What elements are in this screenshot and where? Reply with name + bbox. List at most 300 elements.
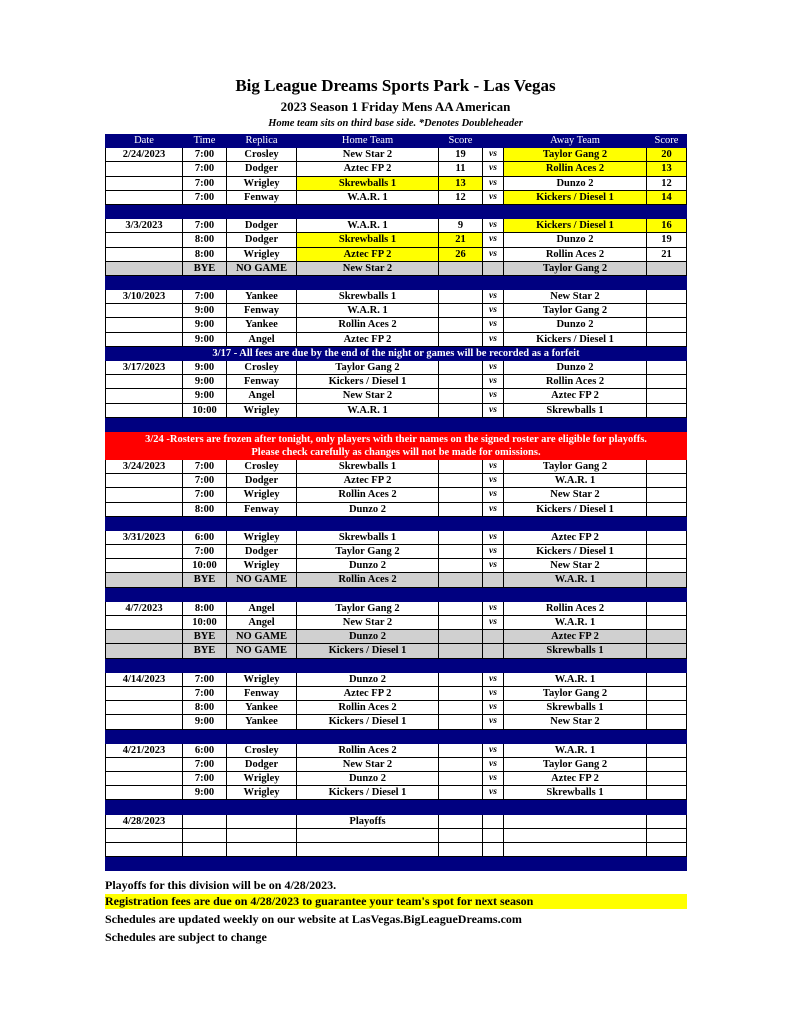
away-score-cell (647, 602, 687, 616)
date-cell (105, 545, 183, 559)
date-cell (105, 177, 183, 191)
home-score-cell: 19 (439, 148, 483, 162)
date-cell (105, 630, 183, 644)
away-team-cell: Skrewballs 1 (504, 644, 647, 658)
replica-cell: Wrigley (227, 673, 297, 687)
replica-cell: Wrigley (227, 488, 297, 502)
away-score-cell (647, 474, 687, 488)
date-cell (105, 559, 183, 573)
away-team-cell: W.A.R. 1 (504, 673, 647, 687)
home-team-cell: W.A.R. 1 (297, 304, 439, 318)
week-separator (105, 276, 687, 290)
column-header-home-team: Home Team (297, 134, 439, 148)
replica-cell: Crosley (227, 460, 297, 474)
roster-notice-line: Please check carefully as changes will not be made for omissions. (251, 446, 541, 458)
replica-cell: Yankee (227, 290, 297, 304)
home-team-cell: Aztec FP 2 (297, 248, 439, 262)
footer-registration: Registration fees are due on 4/28/2023 to guarantee your team's spot for next season (105, 894, 687, 909)
away-team-cell: Aztec FP 2 (504, 772, 647, 786)
home-score-cell (439, 545, 483, 559)
home-score-cell (439, 503, 483, 517)
date-cell (105, 701, 183, 715)
vs-cell: vs (483, 333, 504, 347)
date-cell (105, 304, 183, 318)
table-row (105, 404, 687, 418)
away-team-cell: W.A.R. 1 (504, 616, 647, 630)
vs-cell: vs (483, 786, 504, 800)
away-score-cell: 13 (647, 162, 687, 176)
column-header-home-score: Score (439, 134, 483, 148)
time-cell: BYE (183, 630, 227, 644)
home-team-cell: Taylor Gang 2 (297, 361, 439, 375)
replica-cell: Crosley (227, 148, 297, 162)
home-score-cell: 11 (439, 162, 483, 176)
home-score-cell: 9 (439, 219, 483, 233)
away-team-cell: Taylor Gang 2 (504, 687, 647, 701)
vs-cell: vs (483, 545, 504, 559)
time-cell (183, 843, 227, 857)
column-header-vs (483, 134, 504, 148)
time-cell: BYE (183, 262, 227, 276)
home-team-cell: Playoffs (297, 815, 439, 829)
week-separator (105, 659, 687, 673)
replica-cell: NO GAME (227, 630, 297, 644)
table-row (105, 531, 687, 545)
home-team-cell: Kickers / Diesel 1 (297, 644, 439, 658)
replica-cell: Wrigley (227, 248, 297, 262)
away-score-cell: 14 (647, 191, 687, 205)
home-team-cell: Kickers / Diesel 1 (297, 715, 439, 729)
away-team-cell: Dunzo 2 (504, 233, 647, 247)
date-cell (105, 687, 183, 701)
vs-cell: vs (483, 559, 504, 573)
home-score-cell (439, 460, 483, 474)
date-cell: 4/7/2023 (105, 602, 183, 616)
away-score-cell (647, 361, 687, 375)
vs-cell: vs (483, 248, 504, 262)
home-team-cell: Skrewballs 1 (297, 531, 439, 545)
date-cell: 4/14/2023 (105, 673, 183, 687)
replica-cell: Wrigley (227, 177, 297, 191)
table-row (105, 191, 687, 205)
home-score-cell (439, 701, 483, 715)
replica-cell: Fenway (227, 375, 297, 389)
away-score-cell (647, 573, 687, 587)
home-score-cell (439, 361, 483, 375)
replica-cell: Wrigley (227, 772, 297, 786)
replica-cell: Wrigley (227, 559, 297, 573)
replica-cell: Yankee (227, 701, 297, 715)
away-team-cell: Rollin Aces 2 (504, 162, 647, 176)
table-row (105, 772, 687, 786)
home-score-cell (439, 843, 483, 857)
home-team-cell: New Star 2 (297, 616, 439, 630)
date-cell (105, 262, 183, 276)
time-cell: 8:00 (183, 233, 227, 247)
table-row (105, 219, 687, 233)
table-row (105, 361, 687, 375)
table-header-row (105, 134, 687, 148)
table-row (105, 148, 687, 162)
time-cell: 7:00 (183, 488, 227, 502)
date-cell (105, 573, 183, 587)
replica-cell: Angel (227, 333, 297, 347)
bye-row (105, 644, 687, 658)
home-score-cell (439, 829, 483, 843)
vs-cell: vs (483, 290, 504, 304)
home-score-cell (439, 715, 483, 729)
date-cell (105, 162, 183, 176)
replica-cell: Wrigley (227, 404, 297, 418)
home-score-cell (439, 786, 483, 800)
away-score-cell (647, 786, 687, 800)
away-score-cell (647, 772, 687, 786)
time-cell: 10:00 (183, 559, 227, 573)
away-team-cell: Taylor Gang 2 (504, 148, 647, 162)
vs-cell: vs (483, 758, 504, 772)
vs-cell: vs (483, 361, 504, 375)
date-cell (105, 375, 183, 389)
away-score-cell (647, 673, 687, 687)
away-score-cell (647, 630, 687, 644)
replica-cell: Wrigley (227, 786, 297, 800)
replica-cell: Yankee (227, 715, 297, 729)
away-score-cell (647, 829, 687, 843)
time-cell: 7:00 (183, 191, 227, 205)
time-cell: 10:00 (183, 616, 227, 630)
home-team-cell: Dunzo 2 (297, 772, 439, 786)
home-team-cell: Kickers / Diesel 1 (297, 375, 439, 389)
replica-cell (227, 829, 297, 843)
away-team-cell: Skrewballs 1 (504, 701, 647, 715)
week-separator (105, 418, 687, 432)
column-header-time: Time (183, 134, 227, 148)
home-score-cell: 21 (439, 233, 483, 247)
replica-cell (227, 843, 297, 857)
away-team-cell (504, 843, 647, 857)
date-cell (105, 233, 183, 247)
time-cell: BYE (183, 644, 227, 658)
week-separator (105, 205, 687, 219)
away-team-cell: W.A.R. 1 (504, 474, 647, 488)
table-row (105, 815, 687, 829)
away-team-cell: Rollin Aces 2 (504, 248, 647, 262)
home-team-cell: Aztec FP 2 (297, 687, 439, 701)
time-cell: 8:00 (183, 602, 227, 616)
table-row (105, 545, 687, 559)
bye-row (105, 262, 687, 276)
table-row (105, 248, 687, 262)
home-team-cell: Skrewballs 1 (297, 460, 439, 474)
table-row (105, 715, 687, 729)
bye-row (105, 630, 687, 644)
table-row (105, 304, 687, 318)
replica-cell: Crosley (227, 361, 297, 375)
away-score-cell (647, 843, 687, 857)
home-team-cell: Kickers / Diesel 1 (297, 786, 439, 800)
time-cell: 9:00 (183, 786, 227, 800)
date-cell: 3/31/2023 (105, 531, 183, 545)
table-row (105, 233, 687, 247)
table-row (105, 843, 687, 857)
away-team-cell: Skrewballs 1 (504, 404, 647, 418)
away-score-cell (647, 687, 687, 701)
table-row (105, 829, 687, 843)
vs-cell: vs (483, 616, 504, 630)
date-cell (105, 758, 183, 772)
table-row (105, 687, 687, 701)
replica-cell: Fenway (227, 304, 297, 318)
away-team-cell: Skrewballs 1 (504, 786, 647, 800)
time-cell: 7:00 (183, 162, 227, 176)
replica-cell: NO GAME (227, 644, 297, 658)
table-row (105, 559, 687, 573)
home-score-cell (439, 375, 483, 389)
away-team-cell: Taylor Gang 2 (504, 262, 647, 276)
away-team-cell: Kickers / Diesel 1 (504, 545, 647, 559)
away-score-cell: 19 (647, 233, 687, 247)
home-score-cell (439, 616, 483, 630)
away-score-cell: 21 (647, 248, 687, 262)
week-separator (105, 857, 687, 871)
time-cell: 7:00 (183, 177, 227, 191)
home-team-cell (297, 829, 439, 843)
time-cell: 7:00 (183, 148, 227, 162)
away-team-cell: Aztec FP 2 (504, 630, 647, 644)
vs-cell: vs (483, 531, 504, 545)
replica-cell (227, 815, 297, 829)
away-team-cell: Aztec FP 2 (504, 531, 647, 545)
vs-cell: vs (483, 177, 504, 191)
home-score-cell: 26 (439, 248, 483, 262)
home-team-cell: Aztec FP 2 (297, 333, 439, 347)
home-team-cell: Rollin Aces 2 (297, 318, 439, 332)
away-score-cell (647, 290, 687, 304)
replica-cell: Angel (227, 389, 297, 403)
home-team-cell: New Star 2 (297, 148, 439, 162)
date-cell: 3/3/2023 (105, 219, 183, 233)
home-score-cell (439, 559, 483, 573)
roster-notice-line: 3/24 -Rosters are frozen after tonight, only players with their names on the signed roster are eligible for playoffs. (145, 433, 647, 445)
vs-cell: vs (483, 744, 504, 758)
away-team-cell: Taylor Gang 2 (504, 304, 647, 318)
home-team-cell: Dunzo 2 (297, 630, 439, 644)
home-team-cell: Dunzo 2 (297, 673, 439, 687)
home-score-cell (439, 488, 483, 502)
home-score-cell (439, 630, 483, 644)
away-team-cell: W.A.R. 1 (504, 744, 647, 758)
replica-cell: Angel (227, 616, 297, 630)
vs-cell: vs (483, 715, 504, 729)
time-cell: 8:00 (183, 248, 227, 262)
time-cell: BYE (183, 573, 227, 587)
replica-cell: Fenway (227, 503, 297, 517)
home-team-cell: Rollin Aces 2 (297, 573, 439, 587)
away-score-cell (647, 389, 687, 403)
replica-cell: Dodger (227, 233, 297, 247)
away-team-cell: New Star 2 (504, 715, 647, 729)
home-score-cell (439, 333, 483, 347)
replica-cell: Crosley (227, 744, 297, 758)
away-team-cell: Kickers / Diesel 1 (504, 219, 647, 233)
vs-cell: vs (483, 219, 504, 233)
vs-cell: vs (483, 318, 504, 332)
home-score-cell (439, 744, 483, 758)
home-score-cell (439, 687, 483, 701)
roster-notice-row (105, 432, 687, 460)
home-score-cell (439, 815, 483, 829)
vs-cell: vs (483, 375, 504, 389)
home-score-cell (439, 389, 483, 403)
home-score-cell (439, 290, 483, 304)
doubleheader-note: Home team sits on third base side. *Denotes Doubleheader (268, 118, 523, 129)
table-row (105, 744, 687, 758)
table-row (105, 786, 687, 800)
time-cell: 9:00 (183, 304, 227, 318)
bye-row (105, 573, 687, 587)
time-cell: 7:00 (183, 545, 227, 559)
away-score-cell (647, 545, 687, 559)
vs-cell: vs (483, 233, 504, 247)
column-header-replica: Replica (227, 134, 297, 148)
away-team-cell: Kickers / Diesel 1 (504, 503, 647, 517)
vs-cell: vs (483, 162, 504, 176)
home-team-cell: Taylor Gang 2 (297, 602, 439, 616)
date-cell: 4/21/2023 (105, 744, 183, 758)
date-cell (105, 715, 183, 729)
away-team-cell (504, 829, 647, 843)
table-row (105, 290, 687, 304)
away-team-cell: New Star 2 (504, 559, 647, 573)
away-score-cell (647, 262, 687, 276)
replica-cell: Dodger (227, 474, 297, 488)
away-score-cell (647, 644, 687, 658)
date-cell (105, 488, 183, 502)
away-team-cell: Aztec FP 2 (504, 389, 647, 403)
vs-cell: vs (483, 488, 504, 502)
time-cell: 9:00 (183, 333, 227, 347)
home-team-cell: Skrewballs 1 (297, 290, 439, 304)
time-cell: 7:00 (183, 772, 227, 786)
vs-cell (483, 262, 504, 276)
home-team-cell: New Star 2 (297, 758, 439, 772)
home-score-cell (439, 644, 483, 658)
away-score-cell: 12 (647, 177, 687, 191)
vs-cell: vs (483, 304, 504, 318)
away-score-cell (647, 715, 687, 729)
table-row (105, 460, 687, 474)
date-cell (105, 248, 183, 262)
away-score-cell (647, 488, 687, 502)
away-score-cell: 16 (647, 219, 687, 233)
away-team-cell: Kickers / Diesel 1 (504, 191, 647, 205)
table-row (105, 503, 687, 517)
table-row (105, 474, 687, 488)
away-score-cell (647, 744, 687, 758)
week-separator (105, 800, 687, 814)
away-team-cell: Dunzo 2 (504, 318, 647, 332)
away-score-cell (647, 559, 687, 573)
date-cell: 4/28/2023 (105, 815, 183, 829)
table-row (105, 177, 687, 191)
away-team-cell: Rollin Aces 2 (504, 375, 647, 389)
home-score-cell: 13 (439, 177, 483, 191)
vs-cell (483, 630, 504, 644)
away-score-cell (647, 318, 687, 332)
home-team-cell: W.A.R. 1 (297, 404, 439, 418)
replica-cell: Dodger (227, 758, 297, 772)
time-cell: 6:00 (183, 744, 227, 758)
away-team-cell: New Star 2 (504, 290, 647, 304)
home-team-cell: New Star 2 (297, 389, 439, 403)
replica-cell: Yankee (227, 318, 297, 332)
home-team-cell: Rollin Aces 2 (297, 488, 439, 502)
away-team-cell: New Star 2 (504, 488, 647, 502)
home-score-cell (439, 304, 483, 318)
table-row (105, 318, 687, 332)
vs-cell (483, 573, 504, 587)
date-cell (105, 644, 183, 658)
replica-cell: Dodger (227, 545, 297, 559)
away-score-cell (647, 531, 687, 545)
time-cell: 7:00 (183, 290, 227, 304)
table-row (105, 333, 687, 347)
date-cell (105, 616, 183, 630)
vs-cell: vs (483, 687, 504, 701)
away-score-cell (647, 815, 687, 829)
table-row (105, 673, 687, 687)
time-cell (183, 815, 227, 829)
home-score-cell (439, 673, 483, 687)
away-team-cell: Taylor Gang 2 (504, 460, 647, 474)
table-row (105, 488, 687, 502)
vs-cell: vs (483, 503, 504, 517)
home-score-cell (439, 602, 483, 616)
vs-cell: vs (483, 772, 504, 786)
time-cell: 7:00 (183, 219, 227, 233)
time-cell: 8:00 (183, 503, 227, 517)
home-team-cell: New Star 2 (297, 262, 439, 276)
replica-cell: NO GAME (227, 573, 297, 587)
time-cell: 9:00 (183, 375, 227, 389)
home-team-cell (297, 843, 439, 857)
time-cell: 7:00 (183, 687, 227, 701)
vs-cell: vs (483, 602, 504, 616)
time-cell: 8:00 (183, 701, 227, 715)
date-cell (105, 191, 183, 205)
date-cell (105, 318, 183, 332)
away-score-cell (647, 701, 687, 715)
away-team-cell: W.A.R. 1 (504, 573, 647, 587)
date-cell: 3/10/2023 (105, 290, 183, 304)
vs-cell (483, 815, 504, 829)
home-team-cell: W.A.R. 1 (297, 191, 439, 205)
home-team-cell: Aztec FP 2 (297, 474, 439, 488)
home-score-cell (439, 573, 483, 587)
home-team-cell: Aztec FP 2 (297, 162, 439, 176)
page-subtitle: 2023 Season 1 Friday Mens AA American (280, 99, 511, 114)
home-team-cell: Dunzo 2 (297, 503, 439, 517)
away-team-cell (504, 815, 647, 829)
home-team-cell: Skrewballs 1 (297, 177, 439, 191)
time-cell: 9:00 (183, 389, 227, 403)
vs-cell: vs (483, 404, 504, 418)
home-score-cell (439, 404, 483, 418)
vs-cell: vs (483, 474, 504, 488)
table-row (105, 389, 687, 403)
footer-updates: Schedules are updated weekly on our website at LasVegas.BigLeagueDreams.com (105, 912, 522, 926)
replica-cell: Dodger (227, 162, 297, 176)
